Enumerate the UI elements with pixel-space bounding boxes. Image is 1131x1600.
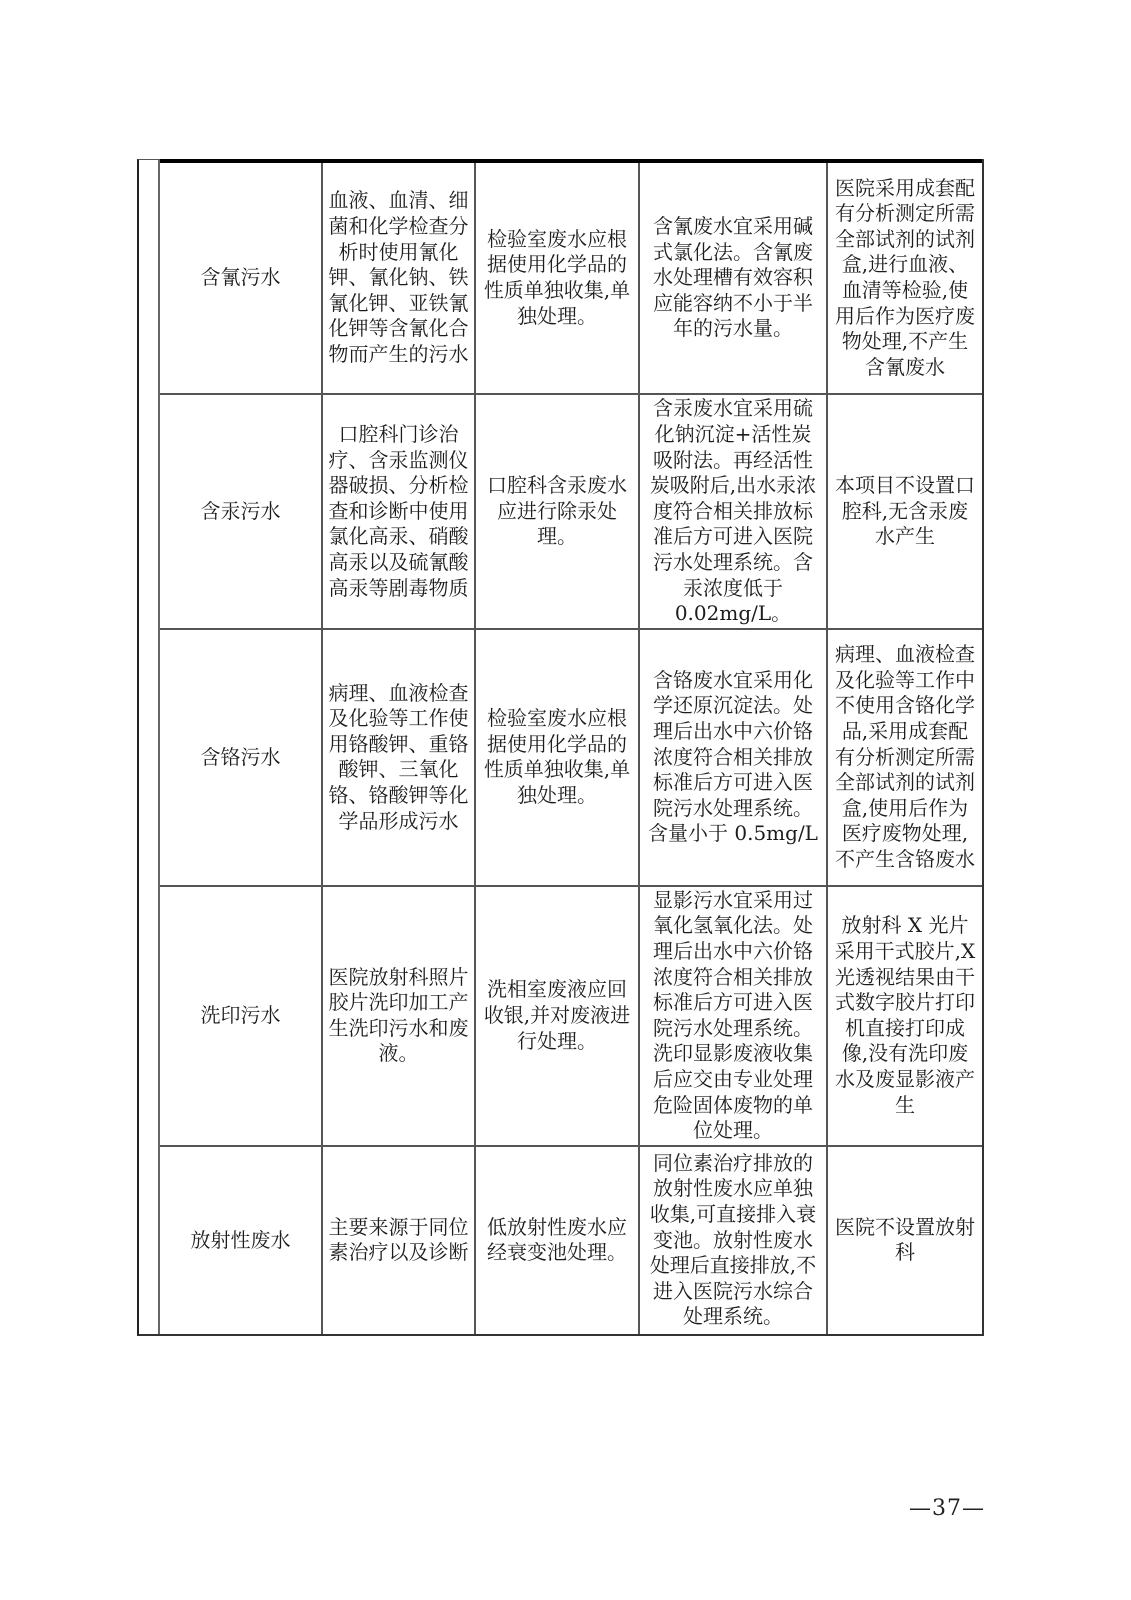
cell-treatment: 显影污水宜采用过氧化氢氧化法。处理后出水中六价铬浓度符合相关排放标准后方可进入医院污水处理系统。洗印显影废液收集后应交由专业处理危险固体废物的单位处理。: [640, 887, 828, 1145]
cell-collection: 检验室废水应根据使用化学品的性质单独收集,单独处理。: [476, 630, 640, 885]
cell-treatment: 含汞废水宜采用硫化钠沉淀+活性炭吸附法。再经活性炭吸附后,出水汞浓度符合相关排放标准后方可进入医院污水处理系统。含汞浓度低于0.02mg/L。: [640, 395, 828, 628]
cell-source: 主要来源于同位素治疗以及诊断: [323, 1147, 476, 1334]
cell-category: 洗印污水: [160, 887, 323, 1145]
cell-treatment: 含铬废水宜采用化学还原沉淀法。处理后出水中六价铬浓度符合相关排放标准后方可进入医院污水处理系统。含量小于 0.5mg/L: [640, 630, 828, 885]
wastewater-table: [137, 159, 984, 1336]
cell-source: 口腔科门诊治疗、含汞监测仪器破损、分析检查和诊断中使用氯化高汞、硝酸高汞以及硫氰酸高汞等剧毒物质: [323, 395, 476, 628]
cell-treatment: 同位素治疗排放的放射性废水应单独收集,可直接排入衰变池。放射性废水处理后直接排放,不进入医院污水综合处理系统。: [640, 1147, 828, 1334]
cell-treatment: 含氰废水宜采用碱式氯化法。含氰废水处理槽有效容积应能容纳不小于半年的污水量。: [640, 163, 828, 393]
cell-collection: 低放射性废水应经衰变池处理。: [476, 1147, 640, 1334]
cell-category: 含氰污水: [160, 163, 323, 393]
cell-project-situation: 病理、血液检查及化验等工作中不使用含铬化学品,采用成套配有分析测定所需全部试剂的试剂盒,使用后作为医疗废物处理,不产生含铬废水: [835, 642, 975, 872]
cell-project-situation: 医院不设置放射科: [835, 1214, 975, 1265]
cell-category: 放射性废水: [160, 1147, 323, 1334]
cell-source: 血液、血清、细菌和化学检查分析时使用氰化钾、氰化钠、铁氰化钾、亚铁氰化钾等含氰化合物而产生的污水: [323, 163, 476, 393]
cell-source: 医院放射科照片胶片洗印加工产生洗印污水和废液。: [323, 887, 476, 1145]
table-row: [160, 1147, 982, 1334]
cell-collection: 口腔科含汞废水应进行除汞处理。: [476, 395, 640, 628]
cell-collection: 检验室废水应根据使用化学品的性质单独收集,单独处理。: [476, 163, 640, 393]
cell-project-situation: 医院采用成套配有分析测定所需全部试剂的试剂盒,进行血液、血清等检验,使用后作为医疗废物处理,不产生含氰废水: [835, 175, 975, 379]
page-number: —37—: [909, 1496, 985, 1521]
table-body: [160, 159, 982, 1334]
cell-source: 病理、血液检查及化验等工作使用铬酸钾、重铬酸钾、三氧化铬、铬酸钾等化学品形成污水: [323, 630, 476, 885]
table-row: [160, 395, 982, 630]
table-row: [160, 163, 982, 395]
cell-project-situation: 本项目不设置口腔科,无含汞废水产生: [835, 473, 975, 549]
cell-collection: 洗相室废液应回收银,并对废液进行处理。: [476, 887, 640, 1145]
table-stub-column: [139, 160, 160, 1334]
table-row: [160, 887, 982, 1147]
table-row: [160, 630, 982, 887]
cell-category: 含铬污水: [160, 630, 323, 885]
cell-category: 含汞污水: [160, 395, 323, 628]
cell-project-situation: 放射科 X 光片采用干式胶片,X 光透视结果由干式数字胶片打印机直接打印成像,没有洗印废水及废显影液产生: [834, 913, 976, 1117]
